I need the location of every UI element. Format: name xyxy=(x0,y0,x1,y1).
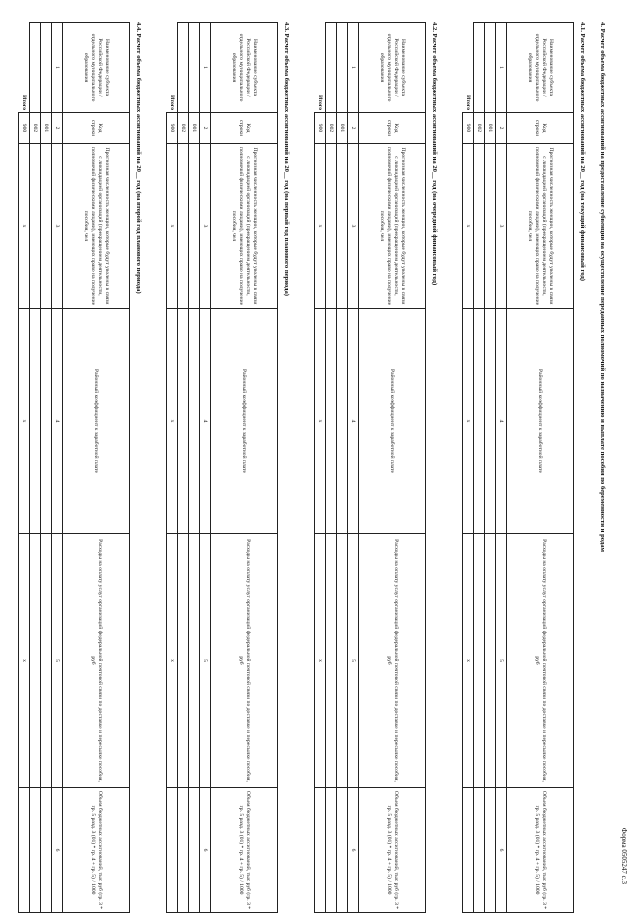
header-cell: Прогнозная численность женщин, которые будут уволены в связи с ликвидацией организаций (прекращением деятельности, полномочий физическими лицами), имеющих право на получение пособия, чел xyxy=(211,144,278,309)
empty-cell xyxy=(178,309,189,534)
empty-cell xyxy=(178,788,189,913)
column-number-cell: 3 xyxy=(348,144,359,309)
header-cell: Районный коэффициент к заработной плате xyxy=(211,309,278,534)
empty-cell xyxy=(474,309,485,534)
column-number-cell: 4 xyxy=(52,309,63,534)
table-row xyxy=(337,23,348,913)
column-number-cell: 1 xyxy=(200,23,211,113)
header-cell: Код строки xyxy=(507,113,574,144)
section-title: 4.4. Расчет объема бюджетных ассигнований на 20__ год (на второй год планового периода) xyxy=(135,22,142,294)
table-row xyxy=(326,23,337,913)
row-code-cell: 002 xyxy=(474,113,485,144)
column-number-cell: 5 xyxy=(496,534,507,788)
column-number-cell: 3 xyxy=(496,144,507,309)
empty-cell xyxy=(30,23,41,113)
section-title: 4.3. Расчет объема бюджетных ассигнований на 20__ год (на первый год планового периода) xyxy=(283,22,290,296)
header-cell: Код строки xyxy=(63,113,130,144)
empty-cell xyxy=(326,788,337,913)
empty-cell xyxy=(178,23,189,113)
column-number-cell: 4 xyxy=(348,309,359,534)
empty-cell xyxy=(189,788,200,913)
table-row xyxy=(178,23,189,913)
empty-cell xyxy=(474,788,485,913)
total-label: Итого xyxy=(317,94,324,110)
header-cell: Расходы на оплату услуг организаций федеральной почтовой связи по доставке и пересылке пособия, руб xyxy=(507,534,574,788)
empty-cell xyxy=(178,534,189,788)
header-cell: Прогнозная численность женщин, которые будут уволены в связи с ликвидацией организаций (прекращением деятельности, полномочий физическими лицами), имеющих право на получение пособия, чел xyxy=(63,144,130,309)
header-cell: Наименование субъекта Российской Федерации / отдельного муниципального образования xyxy=(507,23,574,113)
empty-cell xyxy=(337,23,348,113)
row-code-cell: 002 xyxy=(30,113,41,144)
column-number-cell: 2 xyxy=(348,113,359,144)
total-label: Итого xyxy=(169,94,176,110)
empty-cell xyxy=(41,23,52,113)
header-cell: Прогнозная численность женщин, которые будут уволены в связи с ликвидацией организаций (прекращением деятельности, полномочий физическими лицами), имеющих право на получение пособия, чел xyxy=(359,144,426,309)
empty-cell xyxy=(485,23,496,113)
column-number-row xyxy=(348,23,359,913)
header-cell: Наименование субъекта Российской Федерации / отдельного муниципального образования xyxy=(63,23,130,113)
empty-cell xyxy=(30,309,41,534)
total-value-cell xyxy=(315,788,326,913)
empty-cell xyxy=(474,23,485,113)
header-cell: Прогнозная численность женщин, которые будут уволены в связи с ликвидацией организаций (прекращением деятельности, полномочий физическими лицами), имеющих право на получение пособия, чел xyxy=(507,144,574,309)
budget-table xyxy=(18,22,130,913)
column-number-cell: 5 xyxy=(52,534,63,788)
total-value-cell xyxy=(167,788,178,913)
row-code-cell: 002 xyxy=(326,113,337,144)
table-row xyxy=(474,23,485,913)
empty-cell xyxy=(41,788,52,913)
row-code-cell: 001 xyxy=(337,113,348,144)
empty-cell xyxy=(337,144,348,309)
empty-cell xyxy=(485,309,496,534)
empty-cell xyxy=(485,534,496,788)
table-header-row xyxy=(359,23,426,913)
table-row xyxy=(41,23,52,913)
column-number-row xyxy=(200,23,211,913)
column-number-cell: 6 xyxy=(52,788,63,913)
empty-cell xyxy=(485,144,496,309)
row-code-cell: 001 xyxy=(41,113,52,144)
rotated-form-sheet xyxy=(10,12,630,910)
empty-cell xyxy=(337,309,348,534)
column-number-cell: 5 xyxy=(348,534,359,788)
total-mark-cell: x xyxy=(315,144,326,309)
empty-cell xyxy=(326,23,337,113)
total-mark-cell: x xyxy=(19,144,30,309)
column-number-cell: 1 xyxy=(348,23,359,113)
budget-table xyxy=(314,22,426,913)
total-mark-cell: x xyxy=(167,534,178,788)
section-title: 4.1. Расчет объема бюджетных ассигнований на 20__ год (на текущий финансовый год) xyxy=(579,22,586,281)
total-row xyxy=(167,23,178,913)
total-mark-cell: x xyxy=(167,144,178,309)
total-mark-cell: x xyxy=(463,309,474,534)
form-code: Форма 0505247 с.3 xyxy=(620,827,628,884)
total-code-cell: 900 xyxy=(315,113,326,144)
empty-cell xyxy=(41,144,52,309)
empty-cell xyxy=(337,534,348,788)
header-cell: Наименование субъекта Российской Федерации / отдельного муниципального образования xyxy=(359,23,426,113)
total-label: Итого xyxy=(21,94,28,110)
empty-cell xyxy=(41,534,52,788)
column-number-cell: 4 xyxy=(496,309,507,534)
empty-cell xyxy=(189,309,200,534)
total-mark-cell: x xyxy=(315,309,326,534)
row-code-cell: 001 xyxy=(189,113,200,144)
column-number-cell: 5 xyxy=(200,534,211,788)
column-number-cell: 1 xyxy=(52,23,63,113)
header-cell: Районный коэффициент к заработной плате xyxy=(359,309,426,534)
column-number-cell: 1 xyxy=(496,23,507,113)
budget-table xyxy=(462,22,574,913)
empty-cell xyxy=(337,788,348,913)
empty-cell xyxy=(189,534,200,788)
header-cell: Районный коэффициент к заработной плате xyxy=(507,309,574,534)
header-cell: Расходы на оплату услуг организаций федеральной почтовой связи по доставке и пересылке пособия, руб xyxy=(211,534,278,788)
header-cell: Объем бюджетных ассигнований, тыс руб (гр. 3 * гр. 5 разд. 3 (01) * гр. 4 + гр. 5) / 1000 xyxy=(507,788,574,913)
column-number-row xyxy=(52,23,63,913)
table-header-row xyxy=(211,23,278,913)
empty-cell xyxy=(326,309,337,534)
empty-cell xyxy=(474,144,485,309)
column-number-cell: 6 xyxy=(200,788,211,913)
empty-cell xyxy=(30,788,41,913)
row-code-cell: 002 xyxy=(178,113,189,144)
table-header-row xyxy=(63,23,130,913)
total-code-cell: 900 xyxy=(463,113,474,144)
header-cell: Объем бюджетных ассигнований, тыс руб (гр. 3 * гр. 5 разд. 3 (01) * гр. 4 + гр. 5) / 1000 xyxy=(63,788,130,913)
empty-cell xyxy=(30,144,41,309)
empty-cell xyxy=(189,23,200,113)
total-mark-cell: x xyxy=(315,534,326,788)
empty-cell xyxy=(30,534,41,788)
total-mark-cell: x xyxy=(463,534,474,788)
section-title: 4.2. Расчет объема бюджетных ассигнований на 20__ год (на очередной финансовый год) xyxy=(431,22,438,286)
column-number-cell: 2 xyxy=(52,113,63,144)
total-value-cell xyxy=(19,788,30,913)
total-mark-cell: x xyxy=(19,534,30,788)
total-row xyxy=(315,23,326,913)
total-code-cell: 900 xyxy=(19,113,30,144)
column-number-cell: 2 xyxy=(200,113,211,144)
table-row xyxy=(485,23,496,913)
header-cell: Код строки xyxy=(211,113,278,144)
header-cell: Наименование субъекта Российской Федерации / отдельного муниципального образования xyxy=(211,23,278,113)
table-row xyxy=(30,23,41,913)
total-row xyxy=(19,23,30,913)
column-number-cell: 6 xyxy=(496,788,507,913)
empty-cell xyxy=(326,144,337,309)
total-row xyxy=(463,23,474,913)
column-number-cell: 4 xyxy=(200,309,211,534)
column-number-cell: 6 xyxy=(348,788,359,913)
total-mark-cell: x xyxy=(19,309,30,534)
header-cell: Расходы на оплату услуг организаций федеральной почтовой связи по доставке и пересылке пособия, руб xyxy=(63,534,130,788)
empty-cell xyxy=(326,534,337,788)
table-header-row xyxy=(507,23,574,913)
column-number-row xyxy=(496,23,507,913)
column-number-cell: 3 xyxy=(200,144,211,309)
header-cell: Объем бюджетных ассигнований, тыс руб (гр. 3 * гр. 5 разд. 3 (01) * гр. 4 + гр. 5) / 1000 xyxy=(359,788,426,913)
total-code-cell: 900 xyxy=(167,113,178,144)
empty-cell xyxy=(474,534,485,788)
table-row xyxy=(189,23,200,913)
header-cell: Объем бюджетных ассигнований, тыс руб (гр. 3 * гр. 5 разд. 3 (01) * гр. 4 + гр. 5) / 1000 xyxy=(211,788,278,913)
header-cell: Расходы на оплату услуг организаций федеральной почтовой связи по доставке и пересылке пособия, руб xyxy=(359,534,426,788)
budget-table xyxy=(166,22,278,913)
total-mark-cell: x xyxy=(167,309,178,534)
total-label: Итого xyxy=(465,94,472,110)
header-cell: Районный коэффициент к заработной плате xyxy=(63,309,130,534)
empty-cell xyxy=(178,144,189,309)
empty-cell xyxy=(485,788,496,913)
total-mark-cell: x xyxy=(463,144,474,309)
column-number-cell: 2 xyxy=(496,113,507,144)
row-code-cell: 001 xyxy=(485,113,496,144)
empty-cell xyxy=(189,144,200,309)
main-title: 4. Расчет объема бюджетных ассигнований на предоставление субвенции на осуществление переданных полномочий по назначению и выплате пособия по беременности и родам xyxy=(599,22,606,552)
empty-cell xyxy=(41,309,52,534)
column-number-cell: 3 xyxy=(52,144,63,309)
total-value-cell xyxy=(463,788,474,913)
header-cell: Код строки xyxy=(359,113,426,144)
